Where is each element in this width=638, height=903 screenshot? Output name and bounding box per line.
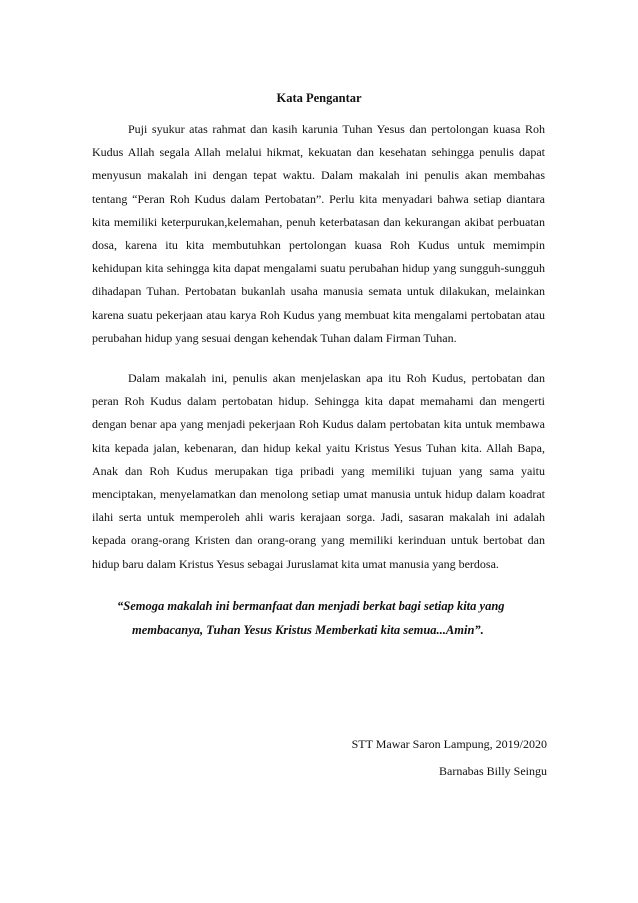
signature-place-date: STT Mawar Saron Lampung, 2019/2020 <box>351 737 547 751</box>
closing-blessing <box>92 595 545 642</box>
paragraph-1-text: Puji syukur atas rahmat dan kasih karunia Tuhan Yesus dan pertolongan kuasa Roh Kudus Allah segala Allah melalui hikmat, kekuatan dan kesehatan sehingga penulis dapat menyusun makalah ini dengan tepat waktu. Dalam makalah ini penulis akan membahas tentang “Peran Roh Kudus dalam Pertobatan”. Perlu kita menyadari bahwa setiap diantara kita memiliki keterpurukan,kelemahan, penuh keterbatasan dan kekurangan akibat perbuatan dosa, karena itu kita membutuhkan pertolongan kuasa Roh Kudus untuk memimpin kehidupan kita sehingga kita dapat mengalami suatu perubahan hidup yang sungguh-sungguh dihadapan Tuhan. Pertobatan bukanlah usaha manusia semata untuk dilakukan, melainkan karena suatu pekerjaan atau karya Roh Kudus yang membuat kita mengalami pertobatan atau perubahan hidup yang sesuai dengan kehendak Tuhan dalam Firman Tuhan. <box>92 122 545 345</box>
page-title: Kata Pengantar <box>276 91 362 105</box>
paragraph-2 <box>92 367 545 576</box>
closing-line-1: “Semoga makalah ini bermanfaat dan menjadi berkat bagi setiap kita yang <box>117 599 505 613</box>
paragraph-1 <box>92 118 545 350</box>
signature-name: Barnabas Billy Seingu <box>439 764 547 778</box>
closing-line-2: membacanya, Tuhan Yesus Kristus Memberkati kita semua...Amin”. <box>132 622 484 637</box>
paragraph-2-text: Dalam makalah ini, penulis akan menjelaskan apa itu Roh Kudus, pertobatan dan peran Roh Kudus dalam pertobatan hidup. Sehingga kita dapat memahami dan mengerti dengan benar apa yang menjadi pekerjaan Roh Kudus dalam pertobatan kita untuk membawa kita kepada jalan, kebenaran, dan hidup kekal yaitu Kristus Yesus Tuhan kita. Allah Bapa, Anak dan Roh Kudus merupakan tiga pribadi yang memiliki tujuan yang sama yaitu menciptakan, menyelamatkan dan menolong setiap umat manusia untuk hidup dalam koadrat ilahi serta untuk memperoleh ahli waris kerajaan sorga. Jadi, sasaran makalah ini adalah kepada orang-orang Kristen dan orang-orang yang memiliki kerinduan untuk bertobat dan hidup baru dalam Kristus Yesus sebagai Juruslamat kita umat manusia yang berdosa. <box>92 371 545 571</box>
